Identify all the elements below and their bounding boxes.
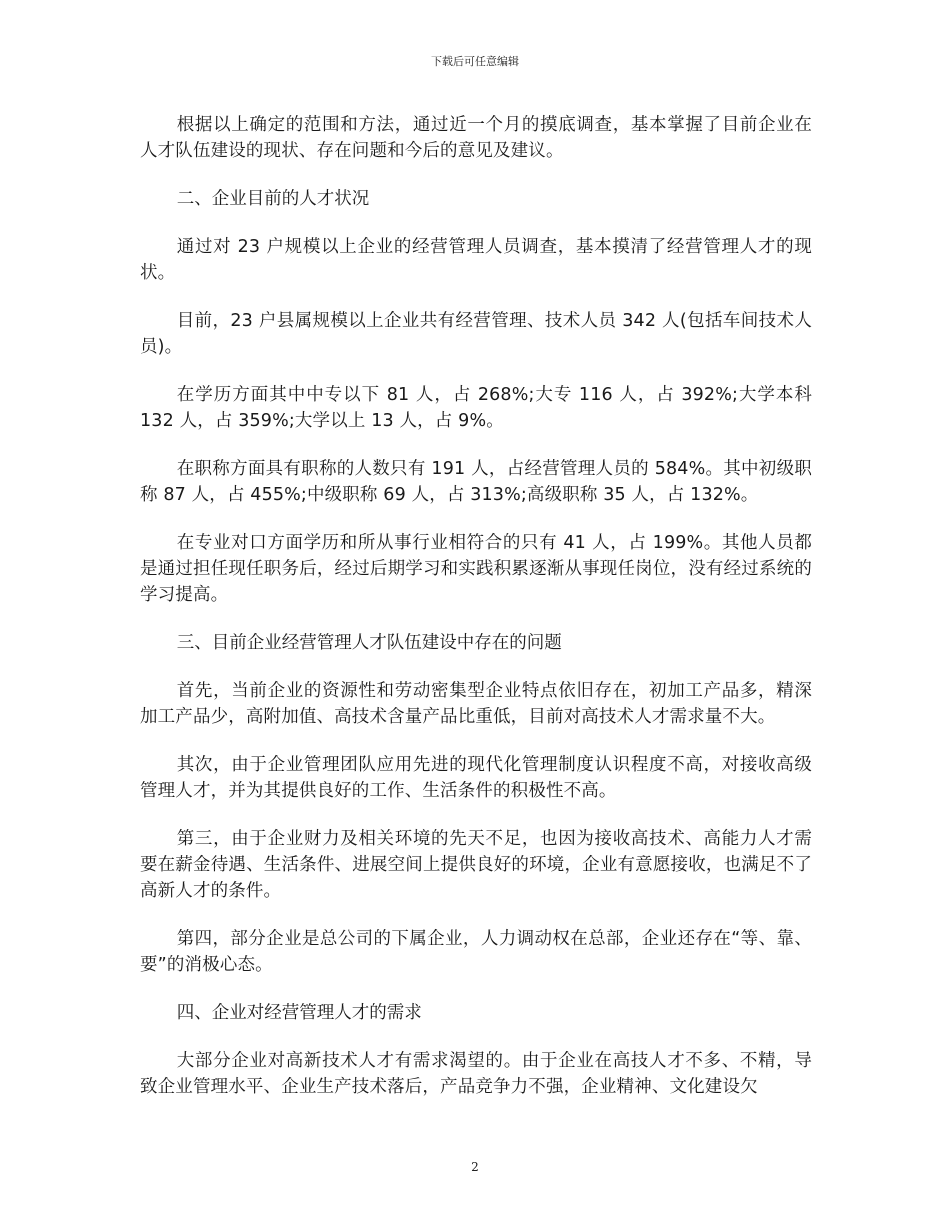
page-number: 2 — [471, 1160, 479, 1174]
page-header: 下载后可任意编辑 — [431, 55, 519, 68]
paragraph-problem-first: 首先，当前企业的资源性和劳动密集型企业特点依旧存在，初加工产品多，精深加工产品少，高附加值、高技术含量产品比重低，目前对高技术人才需求量不大。 — [140, 681, 812, 727]
section-heading-3: 三、目前企业经营管理人才队伍建设中存在的问题 — [176, 633, 562, 653]
paragraph-problem-third: 第三，由于企业财力及相关环境的先天不足，也因为接收高技术、高能力人才需要在薪金待遇、生活条件、进展空间上提供良好的环境，企业有意愿接收，也满足不了高新人才的条件。 — [140, 829, 812, 901]
paragraph-education: 在学历方面其中中专以下 81 人，占 268%;大专 116 人，占 392%;大学本科 132 人，占 359%;大学以上 13 人，占 9%。 — [140, 385, 812, 431]
section-heading-2: 二、企业目前的人才状况 — [176, 189, 370, 209]
paragraph-survey-scope: 通过对 23 户规模以上企业的经营管理人员调查，基本摸清了经营管理人才的现状。 — [140, 237, 812, 283]
paragraph-problem-fourth: 第四，部分企业是总公司的下属企业，人力调动权在总部，企业还存在“等、靠、要”的消极心态。 — [140, 929, 812, 975]
paragraph-survey-summary: 根据以上确定的范围和方法，通过近一个月的摸底调查，基本掌握了目前企业在人才队伍建设的现状、存在问题和今后的意见及建议。 — [140, 115, 812, 161]
paragraph-titles: 在职称方面具有职称的人数只有 191 人，占经营管理人员的 584%。其中初级职称 87 人，占 455%;中级职称 69 人，占 313%;高级职称 35 人，占 132%。 — [140, 459, 812, 505]
document-body — [140, 112, 812, 1122]
paragraph-problem-second: 其次，由于企业管理团队应用先进的现代化管理制度认识程度不高，对接收高级管理人才，并为其提供良好的工作、生活条件的积极性不高。 — [140, 755, 812, 801]
section-heading-4: 四、企业对经营管理人才的需求 — [176, 1003, 422, 1023]
paragraph-staff-count: 目前，23 户县属规模以上企业共有经营管理、技术人员 342 人(包括车间技术人员)。 — [140, 311, 812, 357]
paragraph-demand: 大部分企业对高新技术人才有需求渴望的。由于企业在高技人才不多、不精，导致企业管理水平、企业生产技术落后，产品竞争力不强，企业精神、文化建设欠 — [140, 1051, 812, 1097]
paragraph-specialty-match: 在专业对口方面学历和所从事行业相符合的只有 41 人，占 199%。其他人员都是通过担任现任职务后，经过后期学习和实践积累逐渐从事现任岗位，没有经过系统的学习提高。 — [140, 533, 812, 605]
